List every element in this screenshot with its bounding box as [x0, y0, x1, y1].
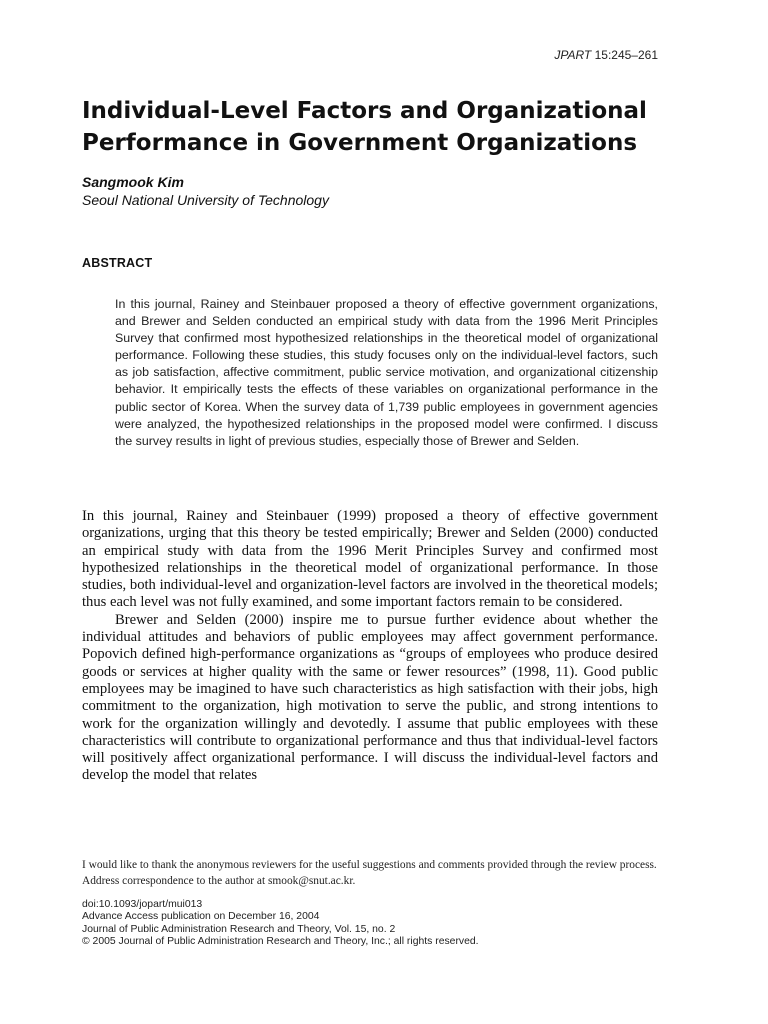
- abstract-text: In this journal, Rainey and Steinbauer proposed a theory of effective government organizations, and Brewer and Selden conducted an empirical study with data from the 1996 Merit Principles Survey that confirmed most hypothesized relationships in the theoretical model of organizational performance. Following these studies, this study focuses only on the individual-level factors, such as job satisfaction, affective commitment, public service motivation, and organizational citizenship behavior. It empirically tests the effects of these variables on organizational performance in the public sector of Korea. When the survey data of 1,739 public employees in government agencies were analyzed, the hypothesized relationships in the proposed model were confirmed. I discuss the survey results in light of previous studies, especially those of Brewer and Selden.: [115, 297, 658, 448]
- body-paragraph-1: In this journal, Rainey and Steinbauer (1999) proposed a theory of effective government organizations, urging that this theory be tested empirically; Brewer and Selden (2000) conducted an empirical study with data from the 1996 Merit Principles Survey and confirmed most hypothesized relationships in the theoretical model of organizational performance. In those studies, both individual-level and organization-level factors are involved in the theoretical models; thus each level was not fully examined, and some important factors remain to be considered.: [82, 508, 658, 611]
- journal-reference: [82, 48, 658, 62]
- volume-pages: 15:245–261: [594, 48, 658, 62]
- acknowledgement-footnote: I would like to thank the anonymous reviewers for the useful suggestions and comments provided through the review process. Address correspondence to the author at smook@snut.ac.kr.: [82, 859, 657, 887]
- advance-access-date: Advance Access publication on December 16, 2004: [82, 911, 320, 923]
- journal-abbrev: JPART: [554, 48, 592, 62]
- author-name: Sangmook Kim: [82, 174, 184, 190]
- publication-info: [82, 899, 658, 948]
- journal-citation: Journal of Public Administration Research and Theory, Vol. 15, no. 2: [82, 923, 396, 935]
- article-title: Individual-Level Factors and Organizational Performance in Government Organizations: [82, 98, 647, 156]
- author-affiliation: Seoul National University of Technology: [82, 192, 329, 208]
- body-paragraph-2: Brewer and Selden (2000) inspire me to pursue further evidence about whether the individual attitudes and behaviors of public employees may affect government performance. Popovich defined high-performance organizations as “groups of employees who produce desired goods or services at higher quality with the same or fewer resources” (1998, 11). Good public employees may be imagined to have such characteristics as high satisfaction with their jobs, high commitment to the organization, high motivation to serve the public, and strong intentions to work for the organization willingly and devotedly. I assume that public employees with these characteristics will contribute to organizational performance and thus that individual-level factors will positively affect organizational performance. I will discuss the individual-level factors and develop the model that relates: [82, 611, 658, 784]
- copyright-notice: © 2005 Journal of Public Administration Research and Theory, Inc.; all rights reserved.: [82, 935, 479, 947]
- doi: doi:10.1093/jopart/mui013: [82, 899, 203, 910]
- body-text: [82, 508, 658, 785]
- abstract-heading: ABSTRACT: [82, 256, 153, 270]
